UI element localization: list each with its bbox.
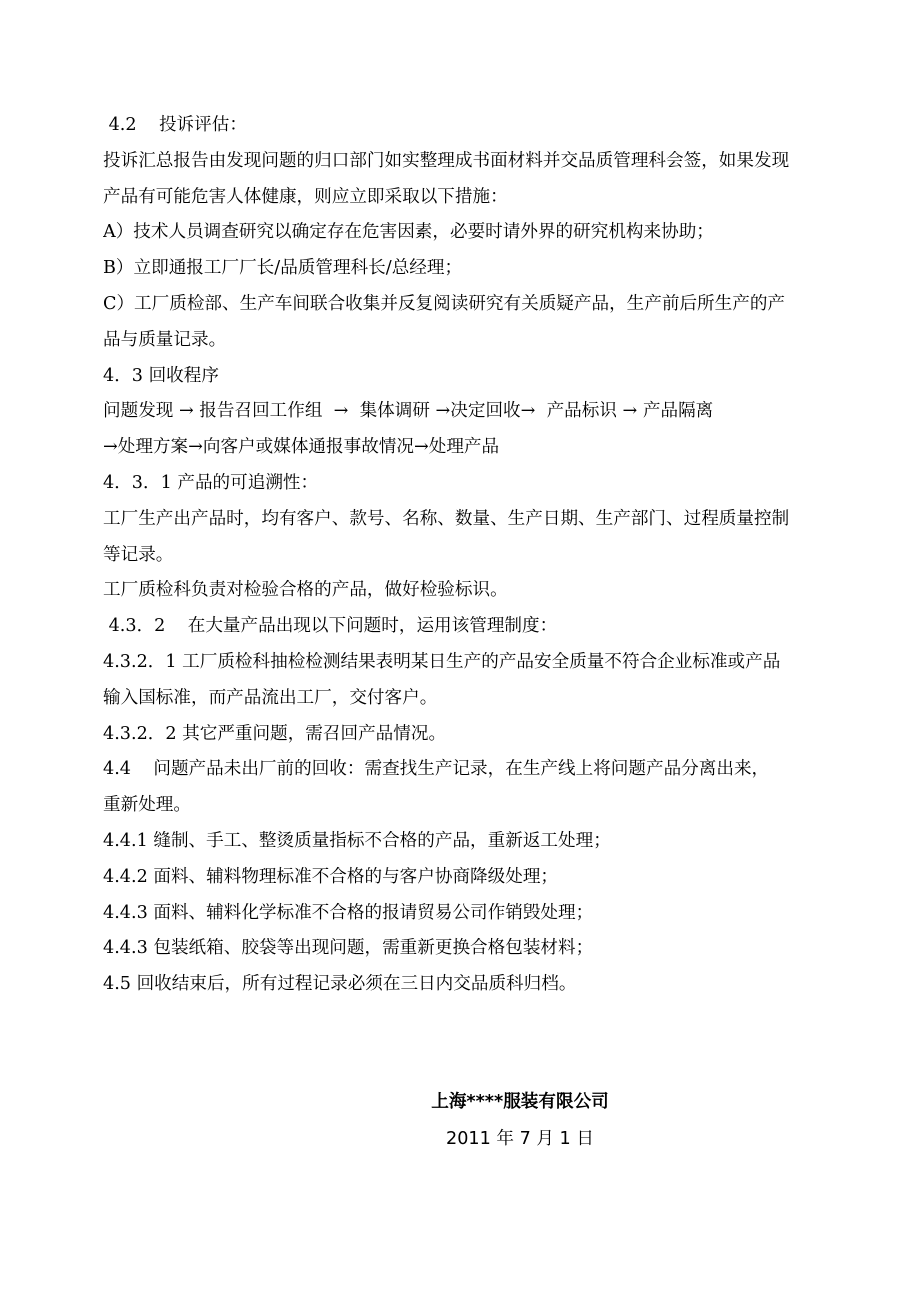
process-flow-line: 问题发现 → 报告召回工作组 → 集体调研 →决定回收→ 产品标识 → 产品隔离 — [103, 401, 714, 422]
paragraph-line: 重新处理。 — [103, 795, 191, 816]
section-4-3-heading: 4．3 回收程序 — [103, 365, 219, 386]
section-4-5: 4.5 回收结束后，所有过程记录必须在三日内交品质科归档。 — [103, 974, 577, 995]
paragraph-line: 等记录。 — [103, 544, 174, 565]
item-4-3-2-1: 4.3.2．1 工厂质检科抽检检测结果表明某日生产的产品安全质量不符合企业标准或产品 — [103, 651, 781, 672]
company-name: 上海****服装有限公司 — [431, 1092, 609, 1112]
item-4-3-2-2: 4.3.2．2 其它严重问题，需召回产品情况。 — [103, 723, 447, 744]
measure-b: B）立即通报工厂厂长/品质管理科长/总经理； — [103, 258, 463, 279]
item-4-4-2: 4.4.2 面料、辅料物理标准不合格的与客户协商降级处理； — [103, 866, 559, 887]
section-4-4-heading: 4.4 问题产品未出厂前的回收：需查找生产记录，在生产线上将问题产品分离出来， — [103, 759, 770, 780]
item-4-4-1: 4.4.1 缝制、手工、整烫质量指标不合格的产品，重新返工处理； — [103, 830, 611, 851]
process-flow-line: →处理方案→向客户或媒体通报事故情况→处理产品 — [103, 437, 500, 458]
section-4-3-2-heading: 4.3．2 在大量产品出现以下问题时，运用该管理制度： — [103, 616, 558, 637]
paragraph-line: 工厂生产出产品时，均有客户、款号、名称、数量、生产日期、生产部门、过程质量控制 — [103, 508, 790, 529]
document-date: 2011 年 7 月 1 日 — [446, 1129, 594, 1149]
document-body — [103, 108, 827, 1003]
section-4-3-1-heading: 4．3．1 产品的可追溯性： — [103, 472, 319, 493]
measure-a: A）技术人员调查研究以确定存在危害因素，必要时请外界的研究机构来协助； — [103, 222, 714, 243]
measure-c: C）工厂质检部、生产车间联合收集并反复阅读研究有关质疑产品，生产前后所生产的产 — [103, 293, 786, 314]
item-4-4-3: 4.4.3 面料、辅料化学标准不合格的报请贸易公司作销毁处理； — [103, 902, 594, 923]
paragraph-line: 工厂质检科负责对检验合格的产品，做好检验标识。 — [103, 580, 508, 601]
paragraph-line: 投诉汇总报告由发现问题的归口部门如实整理成书面材料并交品质管理科会签，如果发现 — [103, 150, 790, 171]
paragraph-line: 输入国标准，而产品流出工厂，交付客户。 — [103, 687, 438, 708]
section-4-2-heading: 4.2 投诉评估： — [103, 115, 247, 135]
paragraph-line: 品与质量记录。 — [103, 329, 227, 350]
paragraph-line: 产品有可能危害人体健康，则应立即采取以下措施： — [103, 186, 508, 207]
item-4-4-3-packaging: 4.4.3 包装纸箱、胶袋等出现问题，需重新更换合格包装材料； — [103, 938, 594, 959]
